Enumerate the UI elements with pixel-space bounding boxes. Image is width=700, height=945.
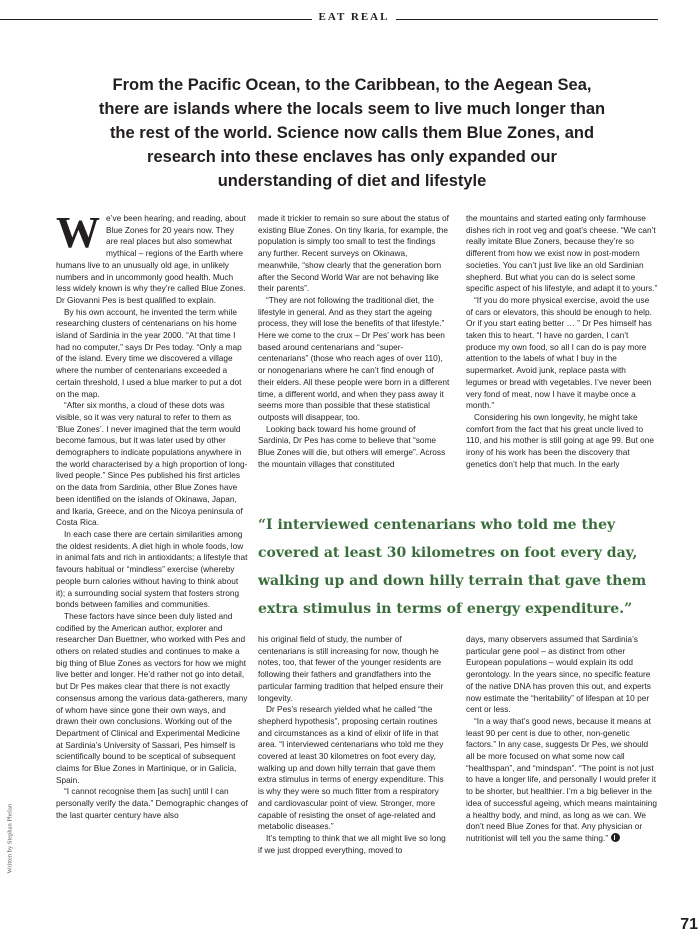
paragraph: “They are not following the traditional diet, the lifestyle in general. And as they start the ageing process, they will lose the benefits of that lifestyle.” Here we come to the crux – Dr Pes’ work has been based around centenarians and “super-centenarians” (those who reach ages of over 110), or nonogenarians where he can’t find enough of their elders. All these people were born in a different time, a different world, and when they pass away it seems more than possible that these statistical outposts will disappear, too. bbox=[258, 294, 450, 422]
paragraph: made it trickier to remain so sure about the status of existing Blue Zones. On tiny Ikaria, for example, the population is simply too small to test the findings any further. Recent surveys on Okinawa, meanwhile, “show clearly that the generation born after the Second World War are not behaving like their parents”. bbox=[258, 213, 449, 294]
body-column-2-bottom bbox=[258, 634, 450, 884]
paragraph: By his own account, he invented the term while researching clusters of centenarians on his home island of Sardinia in the year 2000. “At that time I had no computer,” says Dr Pes today. “Only a map of the island. Every time we discovered a village where the number of centenarians exceeded a certain threshold, I used a blue marker to put a dot on the map. bbox=[56, 306, 242, 399]
drop-cap: W bbox=[56, 213, 100, 257]
body-column-3-top bbox=[466, 213, 658, 503]
pull-quote: “I interviewed centenarians who told me they covered at least 30 kilometres on foot every day, walking up and down hilly terrain that gave them extra stimulus in terms of energy expenditure.” bbox=[258, 517, 647, 617]
paragraph: Dr Pes’s research yielded what he called “the shepherd hypothesis”, proposing certain routines and circumstances as a kind of elixir of life in that area. “I interviewed centenarians who told me they covered at least 30 kilometres on foot every day, walking up and down hilly terrain that gave them extra stimulus in terms of energy expenditure. This is why they were so much fitter from a respiratory and cardiovascular point of view. Stronger, more capable of resisting the onset of age-related and metabolic diseases.” bbox=[258, 704, 444, 832]
paragraph: Looking back toward his home ground of Sardinia, Dr Pes has come to believe that “some Blue Zones will die, but others will emerge”. Across the mountain villages that constituted bbox=[258, 423, 446, 469]
author-credit: Written by Stephan Phelan bbox=[6, 803, 14, 874]
standfirst: From the Pacific Ocean, to the Caribbean, to the Aegean Sea, there are islands where the locals seem to live much longer than the rest of the world. Science now calls them Blue Zones, and research into these enclaves has only expanded our understanding of diet and lifestyle bbox=[98, 76, 606, 190]
paragraph bbox=[466, 716, 658, 845]
end-mark-icon bbox=[611, 833, 620, 842]
paragraph: the mountains and started eating only farmhouse dishes rich in root veg and goat’s cheese. “We can’t really imitate Blue Zoners, because they’re so different from how we exist now in post-modern societies. You can’t just live like an old Sardinian shepherd. But what you can do is select some specific aspect of his lifestyle, and adapt it to yours.” bbox=[466, 213, 658, 294]
page-number: 71 bbox=[680, 916, 698, 933]
section-label: EAT REAL bbox=[318, 11, 390, 23]
paragraph: e’ve been hearing, and reading, about Blue Zones for 20 years now. They are real places but also somewhat mythical – regions of the Earth where humans live to an unusually old age, in unlikely numbers and in uncommonly good health. Much less widely known is why they’re called Blue Zones. Dr Giovanni Pes is best qualified to explain. bbox=[56, 213, 246, 305]
paragraph: These factors have since been duly listed and codified by the American author, explorer and researcher Dan Buettner, who worked with Pes and others on related studies and continues to make a big thing of Blue Zones as vectors for how we might live better and longer. He’d rather not go into detail, but Dr Pes makes clear that there is not exactly consensus among the various data-gatherers, many of whom have since gone their own ways, and drawn their own conclusions. Working out of the Department of Clinical and Experimental Medicine at Sardinia’s University of Sassari, Pes himself is scientifically bound to be sceptical of subsequent claims for Blue Zones in Martinique, or in Galicia, Spain. bbox=[56, 610, 248, 785]
body-column-3-bottom bbox=[466, 634, 658, 884]
paragraph: It’s tempting to think that we all might live so long if we just dropped everything, moved to bbox=[258, 832, 446, 855]
paragraph: his original field of study, the number of centenarians is still increasing for now, though he notes, too, that fewer of the younger residents are following their fathers and grandfathers into the particular farming tradition that helped ensure their longevity. bbox=[258, 634, 444, 703]
paragraph-text: “In a way that’s good news, because it means at least 90 per cent is due to other, non-genetic factors.” In any case, suggests Dr Pes, we should all be more focused on what some now call “healthspan”, and “mindspan”. “The point is not just to have a longer life, and personally I would prefer it to be shorter, but healthier. I’m a big believer in the idea of successful ageing, which means maintaining a healthy body, and mind, as long as we can. We don’t need Blue Zones for that. Any physician or nutritionist will tell you the same thing.” bbox=[466, 715, 657, 843]
paragraph: Considering his own longevity, he might take comfort from the fact that his great uncle lived to 110, and his mother is still going at age 99. But one irony of his work has been the discovery that genetics don’t help that much. In the early bbox=[466, 411, 655, 469]
paragraph: “After six months, a cloud of these dots was visible, so it was very natural to refer to them as ‘Blue Zones’. I never imagined that the term would become famous, but it was later used by other demographers to indicate populations anywhere in the world characterised by a high proportion of long-lived people.” Since Pes published his first articles on the data from Sardinia, other Blue Zones have been identified on the islands of Okinawa, Japan, and Ikaria, Greece, and on the Nicoya peninsula of Costa Rica. bbox=[56, 400, 248, 528]
paragraph: In each case there are certain similarities among the oldest residents. A diet high in whole foods, low in animal fats and rich in antioxidants; a lifestyle that favours habitual or “mindless” exercise (whereby people burn calories without having to think about it); a surrounding social system that fosters strong bonds between families and communities. bbox=[56, 528, 248, 610]
paragraph: “If you do more physical exercise, avoid the use of cars or elevators, this should be enough to help. Or if you start eating better … ” Dr Pes himself has taken this to heart. “I have no garden, I can’t produce my own food, so all I can do is pay more attention to the labels of what I buy in the supermarket. Avoid junk, replace pasta with legumes or bread with vegetables. I’ve never been very fond of meat, now I have it maybe once a month.” bbox=[466, 294, 652, 411]
body-column-2-top bbox=[258, 213, 450, 503]
paragraph: “I cannot recognise them [as such] until I can personally verify the data.” Demographic changes of the last quarter century have also bbox=[56, 786, 248, 820]
paragraph: days, many observers assumed that Sardinia’s particular gene pool – as distinct from other European populations – would explain its odd gerontology. In the years since, no specific feature of the native DNA has proven this out, and experts now estimate the “heritability” of lifespan at 10 per cent or less. bbox=[466, 634, 651, 715]
body-column-1 bbox=[56, 213, 248, 883]
header-rule-left bbox=[0, 19, 312, 20]
header-rule-right bbox=[396, 19, 658, 20]
